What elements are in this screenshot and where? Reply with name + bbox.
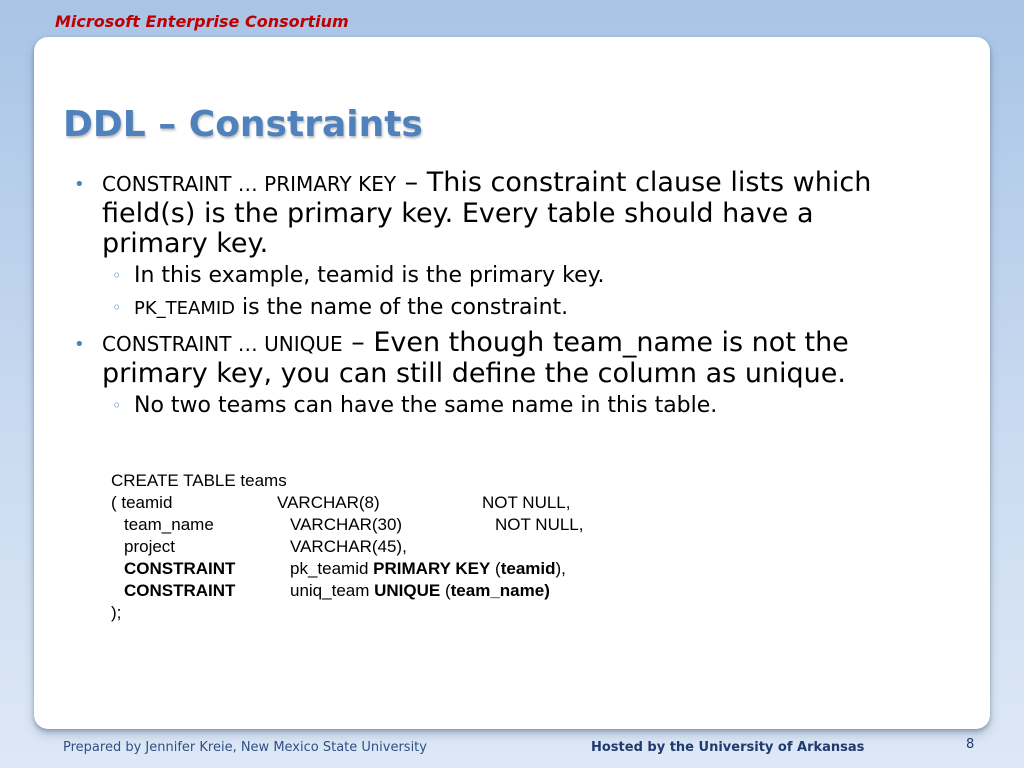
bullet-lead: CONSTRAINT … UNIQUE xyxy=(102,332,343,356)
bullet-dot-icon: • xyxy=(74,174,85,195)
code-keyword: team_name) xyxy=(450,581,550,600)
code-column-type: VARCHAR(8) xyxy=(277,493,380,512)
code-text: uniq_team xyxy=(290,581,375,600)
code-line xyxy=(111,602,584,624)
code-text: pk_teamid xyxy=(290,559,374,578)
code-column-type: VARCHAR(30) xyxy=(290,515,403,534)
bullet-lead: CONSTRAINT … PRIMARY KEY xyxy=(102,172,397,196)
code-line xyxy=(111,492,584,514)
sub-bullet-ring-icon: ◦ xyxy=(112,298,122,317)
footer-host: Hosted by the University of Arkansas xyxy=(591,740,865,755)
sub-bullet-ring-icon: ◦ xyxy=(112,396,122,415)
bullet-primary-key xyxy=(74,168,924,259)
code-text: ); xyxy=(111,603,122,622)
sub-bullet-ring-icon: ◦ xyxy=(112,266,122,285)
bullet-dot-icon: • xyxy=(74,334,85,355)
sub-bullet-text: No two teams can have the same name in this table. xyxy=(134,393,718,418)
bullet-separator: – xyxy=(342,327,374,358)
bullet-list xyxy=(74,168,924,421)
sql-code-block xyxy=(111,470,584,624)
code-keyword: PRIMARY KEY xyxy=(373,559,491,578)
code-column-null: NOT NULL, xyxy=(495,515,584,534)
code-keyword: UNIQUE xyxy=(374,581,441,600)
bullet-unique xyxy=(74,328,924,389)
slide-title: DDL – Constraints xyxy=(63,104,423,145)
bullet-text: This constraint clause lists which field(s) is the primary key. Every table should have a primary key. xyxy=(102,167,872,259)
code-keyword: teamid xyxy=(500,559,556,578)
consortium-header: Microsoft Enterprise Consortium xyxy=(55,12,349,31)
code-line xyxy=(111,470,584,492)
sub-bullet-text: is the name of the constraint. xyxy=(235,295,569,320)
sub-bullet-pk-name xyxy=(74,293,924,324)
code-text: ), xyxy=(555,559,566,578)
footer-author: Prepared by Jennifer Kreie, New Mexico State University xyxy=(63,740,427,755)
sub-bullet-text: In this example, teamid is the primary key. xyxy=(134,263,605,288)
page-number: 8 xyxy=(966,737,975,752)
code-text: ( xyxy=(490,559,501,578)
code-line xyxy=(111,580,584,602)
sub-bullet-teamid xyxy=(74,261,924,291)
bullet-text: Even though team_name is not the primary key, you can still define the column as unique. xyxy=(102,327,849,389)
code-line xyxy=(111,514,584,536)
code-line xyxy=(111,558,584,580)
code-text: CREATE TABLE teams xyxy=(111,471,287,490)
code-text: ( xyxy=(440,581,451,600)
code-line xyxy=(111,536,584,558)
sub-bullet-lead: PK_TEAMID xyxy=(134,298,236,319)
code-column-name: project xyxy=(124,537,176,556)
sub-bullet-unique-names xyxy=(74,391,924,421)
code-column-type: VARCHAR(45), xyxy=(290,537,407,556)
code-column-name: ( teamid xyxy=(111,493,173,512)
code-keyword: CONSTRAINT xyxy=(124,581,236,600)
bullet-separator: – xyxy=(396,167,427,198)
code-column-null: NOT NULL, xyxy=(482,493,571,512)
code-keyword: CONSTRAINT xyxy=(124,559,236,578)
code-column-name: team_name xyxy=(124,515,214,534)
